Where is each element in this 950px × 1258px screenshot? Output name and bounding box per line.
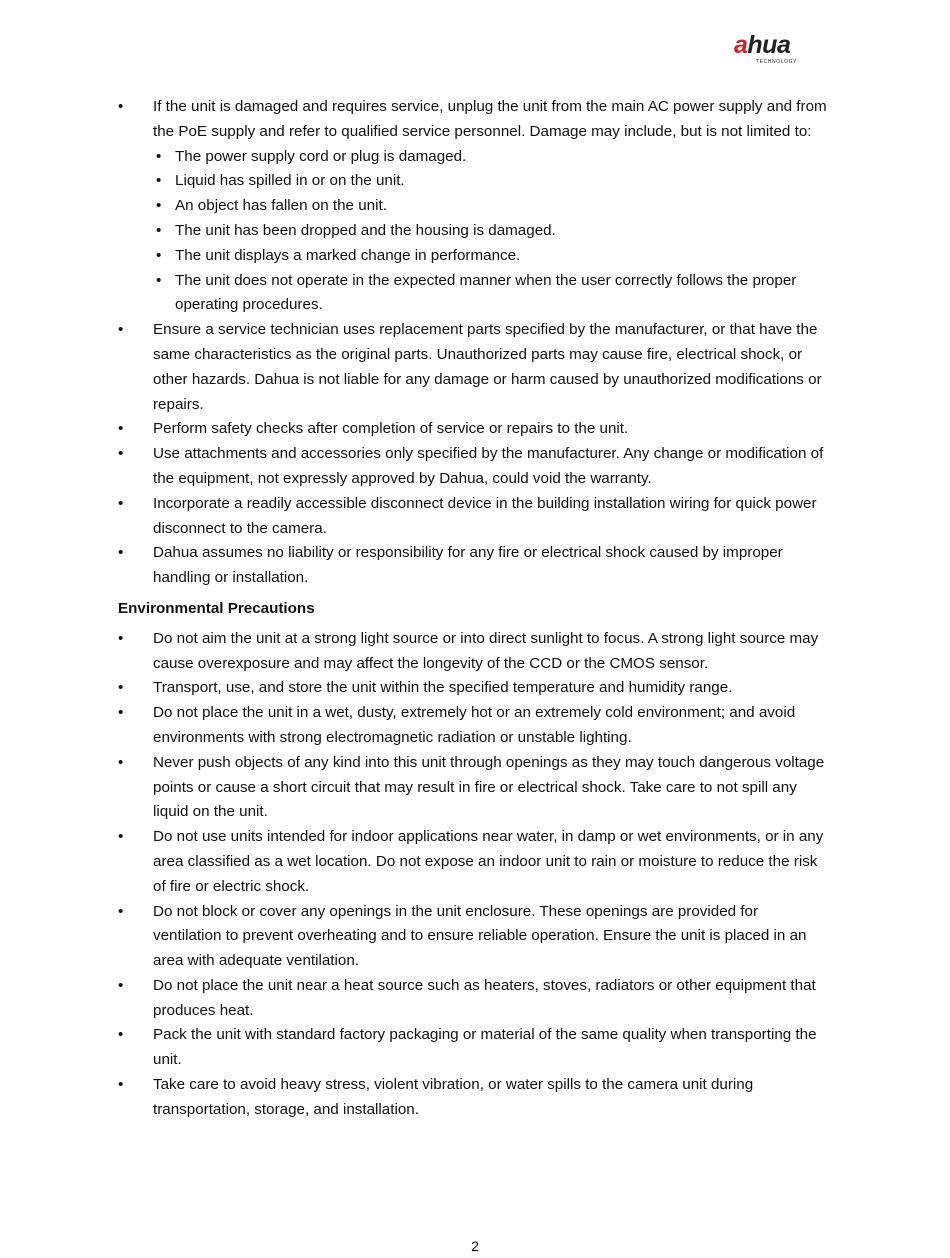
list-item: • Incorporate a readily accessible disconnect device in the building installation wiring for quick power disconnect to the camera. [118, 492, 830, 542]
list-item: • Do not aim the unit at a strong light source or into direct sunlight to focus. A strong light source may cause overexposure and may affect the longevity of the CCD or the CMOS sensor. [118, 627, 830, 677]
document-body [118, 95, 830, 1123]
logo-rest: hua [747, 31, 791, 59]
sub-list-item: • The unit has been dropped and the housing is damaged. [153, 219, 830, 244]
dahua-logo [734, 32, 826, 66]
list-item: • Transport, use, and store the unit within the specified temperature and humidity range. [118, 676, 830, 701]
damage-sublist [153, 145, 830, 319]
sub-list-item: • The power supply cord or plug is damaged. [153, 145, 830, 170]
list-item: • Never push objects of any kind into this unit through openings as they may touch dangerous voltage points or cause a short circuit that may result in fire or electrical shock. Take care to not spill any liquid on the unit. [118, 751, 830, 825]
section-heading: Environmental Precautions [118, 599, 315, 617]
list-item: • Do not block or cover any openings in the unit enclosure. These openings are provided for ventilation to prevent overheating and to ensure reliable operation. Ensure the unit is placed in an area with adequate ventilation. [118, 900, 830, 974]
sub-list-item: • The unit does not operate in the expected manner when the user correctly follows the proper operating procedures. [153, 269, 830, 319]
logo-wordmark [734, 32, 826, 58]
list-item-text: If the unit is damaged and requires service, unplug the unit from the main AC power supply and from the PoE supply and refer to qualified service personnel. Damage may include, but is not limited to: [153, 98, 827, 140]
list-item: • Use attachments and accessories only specified by the manufacturer. Any change or modification of the equipment, not expressly approved by Dahua, could void the warranty. [118, 442, 830, 492]
list-item: • Do not use units intended for indoor applications near water, in damp or wet environments, or in any area classified as a wet location. Do not expose an indoor unit to rain or moisture to reduce the risk of fire or electric shock. [118, 825, 830, 899]
sub-list-item: • Liquid has spilled in or on the unit. [153, 169, 830, 194]
list-item: • Perform safety checks after completion of service or repairs to the unit. [118, 417, 830, 442]
list-item: • Do not place the unit in a wet, dusty, extremely hot or an extremely cold environment; and avoid environments with strong electromagnetic radiation or unstable lighting. [118, 701, 830, 751]
list-item [118, 95, 830, 318]
list-item: • Do not place the unit near a heat source such as heaters, stoves, radiators or other equipment that produces heat. [118, 974, 830, 1024]
logo-accent-letter: a [734, 31, 748, 59]
page-number: 2 [471, 1238, 479, 1254]
list-item: • Dahua assumes no liability or responsibility for any fire or electrical shock caused by improper handling or installation. [118, 541, 830, 591]
logo-subtitle: TECHNOLOGY [756, 59, 798, 65]
list-item: • Pack the unit with standard factory packaging or material of the same quality when transporting the unit. [118, 1023, 830, 1073]
list-item: • Take care to avoid heavy stress, violent vibration, or water spills to the camera unit during transportation, storage, and installation. [118, 1073, 830, 1123]
service-precautions-list [118, 95, 830, 591]
sub-list-item: • The unit displays a marked change in performance. [153, 244, 830, 269]
list-item: • Ensure a service technician uses replacement parts specified by the manufacturer, or that have the same characteristics as the original parts. Unauthorized parts may cause fire, electrical shock, or other hazards. Dahua is not liable for any damage or harm caused by unauthorized modifications or repairs. [118, 318, 830, 417]
environmental-precautions-list [118, 627, 830, 1123]
sub-list-item: • An object has fallen on the unit. [153, 194, 830, 219]
